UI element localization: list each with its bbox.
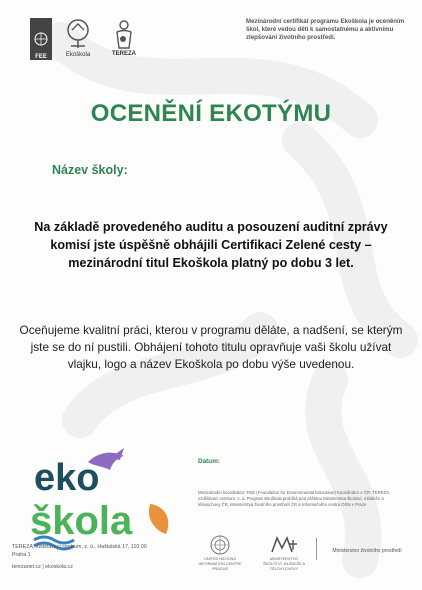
footer-address: TEREZA, vzdělávací centrum, z. ú., Haštalská 17, 110 00 Praha 1 xyxy=(12,544,147,558)
tereza-figure-icon xyxy=(109,18,139,50)
mzp-divider xyxy=(316,538,317,560)
fee-logo-label: FEE xyxy=(35,54,47,60)
msmt-logo xyxy=(262,534,306,572)
date-label: Datum: xyxy=(198,458,221,465)
un-logo-label: UNITED NATIONS INFORMATION CENTRE PRAGUE xyxy=(198,557,242,571)
ekoskola-small-logo-label: Ekoškola xyxy=(65,52,91,58)
ekoskola-small-logo xyxy=(60,18,96,64)
mzp-logo-label: Ministerstvo životního prostředí xyxy=(332,548,402,554)
patron-logos xyxy=(198,534,412,578)
footer-contact xyxy=(12,543,162,571)
mzp-logo xyxy=(316,542,412,554)
fee-logo xyxy=(30,18,52,60)
tereza-logo-label: TEREZA xyxy=(112,51,136,57)
msmt-logo-label: MINISTERSTVO ŠKOLSTVÍ, MLÁDEŽE A TĚLOVÝCHOVY xyxy=(263,557,305,571)
school-name-label: Název školy: xyxy=(52,163,128,177)
tereza-logo xyxy=(104,18,144,64)
certification-statement: Na základě provedeného auditu a posouzení auditní zprávy komisí jste úspěšně obhájili Certifikaci Zelené cesty – mezinárodní titul Ekoškola platný po dobu 3 let. xyxy=(34,220,388,270)
ekoskola-tree-icon xyxy=(63,18,93,50)
un-logo xyxy=(198,534,242,572)
un-emblem-icon xyxy=(209,534,231,556)
ekoskola-logo xyxy=(26,444,176,554)
footer-web: terezanet.cz | ekoskola.cz xyxy=(12,564,73,570)
fee-globe-icon xyxy=(34,32,48,46)
footer-coordination: Mezinárodní koordinátor: FEE (Foundation for Environmental Education) Koordinátor v ČR: TEREZA, vzdělávací centrum, z. ú. Program Ekoškola probíhá pod záštitou Ministerstva školství, mládeže a tělovýchovy ČR, Ministerstva životního prostředí ČR a Informačního centra OSN v Praze xyxy=(198,490,391,507)
msmt-emblem-icon xyxy=(269,534,299,556)
ekoskola-logo-line2: škola xyxy=(30,499,133,543)
intro-text: Mezinárodní certifikát programu Ekoškola je oceněním škol, které vedou děti k samostatnému a aktivnímu zlepšování životního prostředí. xyxy=(246,18,405,41)
ekoskola-logo-line1: eko xyxy=(34,457,100,499)
partner-logos xyxy=(30,18,144,68)
appreciation-text: Oceňujeme kvalitní práci, kterou v programu děláte, a nadšení, se kterým jste se do ní pustili. Obhájení tohoto titulu opravňuje vaši školu užívat vlajku, logo a název Ekoškola po dobu výše uvedenou. xyxy=(19,323,403,371)
leaf-icon xyxy=(149,504,168,534)
certificate-title: OCENĚNÍ EKOTÝMU xyxy=(90,100,332,127)
